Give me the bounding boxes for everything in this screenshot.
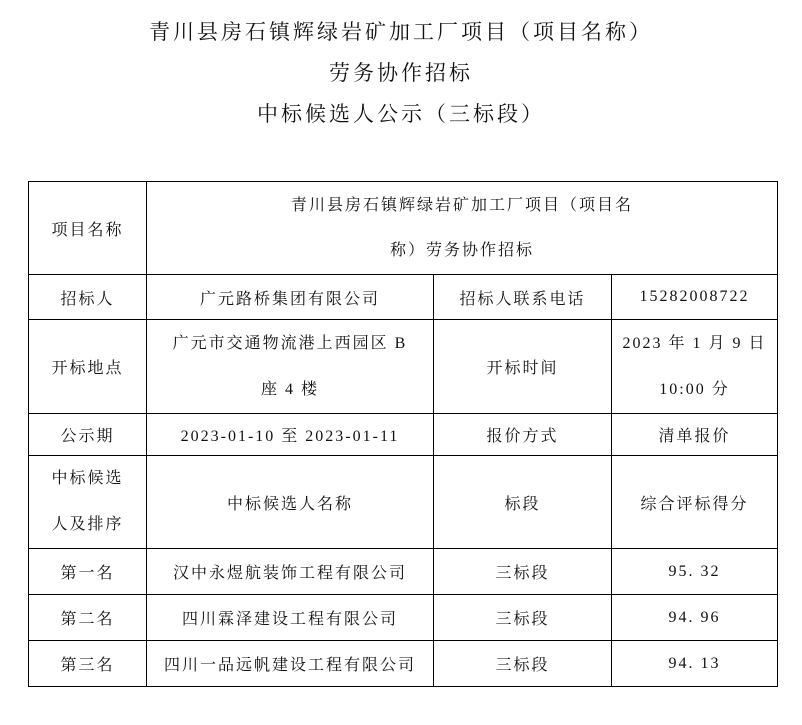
project-name-value-line-2: 称）劳务协作招标	[390, 242, 535, 259]
tenderer-value: 广元路桥集团有限公司	[147, 275, 434, 320]
candidate-1-score: 95. 32	[612, 549, 778, 595]
opening-place-line-1: 广元市交通物流港上西园区 B	[172, 334, 408, 352]
row-candidates-header	[29, 456, 778, 549]
table-row-candidate-3	[29, 641, 778, 687]
opening-place-value	[147, 320, 434, 414]
opening-time-line-1: 2023 年 1 月 9 日	[622, 334, 767, 352]
candidate-1-section: 三标段	[434, 549, 612, 595]
candidates-rank-header-line-1: 中标候选	[51, 470, 124, 487]
candidate-3-section: 三标段	[434, 641, 612, 687]
candidates-section-header: 标段	[434, 456, 612, 549]
tenderer-phone-label: 招标人联系电话	[434, 275, 612, 320]
project-name-value-line-1: 青川县房石镇辉绿岩矿加工厂项目（项目名	[291, 197, 634, 214]
candidates-name-header: 中标候选人名称	[147, 456, 434, 549]
notice-period-value: 2023-01-10 至 2023-01-11	[147, 414, 434, 456]
row-project-name	[29, 182, 778, 275]
candidate-1-name: 汉中永煜航装饰工程有限公司	[147, 549, 434, 595]
title-line-project: 青川县房石镇辉绿岩矿加工厂项目（项目名称）	[149, 20, 653, 44]
candidate-2-rank: 第二名	[29, 595, 147, 641]
candidate-2-name: 四川霖泽建设工程有限公司	[147, 595, 434, 641]
candidates-rank-header-line-2: 人及排序	[51, 516, 124, 533]
bid-announcement-table	[28, 181, 778, 687]
tenderer-label: 招标人	[29, 275, 147, 320]
project-name-value	[147, 182, 778, 275]
table-row-candidate-1	[29, 549, 778, 595]
candidates-score-header: 综合评标得分	[612, 456, 778, 549]
candidate-3-score: 94. 13	[612, 641, 778, 687]
notice-period-label: 公示期	[29, 414, 147, 456]
opening-time-line-2: 10:00 分	[659, 380, 730, 398]
candidates-rank-header	[29, 456, 147, 549]
candidate-1-rank: 第一名	[29, 549, 147, 595]
pricing-method-value: 清单报价	[612, 414, 778, 456]
project-name-label: 项目名称	[29, 182, 147, 275]
title-line-tender-type: 劳务协作招标	[329, 61, 473, 85]
opening-time-label: 开标时间	[434, 320, 612, 414]
title-line-publicity: 中标候选人公示（三标段）	[257, 102, 545, 126]
row-bid-opening	[29, 320, 778, 414]
opening-time-value	[612, 320, 778, 414]
row-notice-period	[29, 414, 778, 456]
row-tenderer	[29, 275, 778, 320]
candidate-2-section: 三标段	[434, 595, 612, 641]
candidate-2-score: 94. 96	[612, 595, 778, 641]
opening-place-label: 开标地点	[29, 320, 147, 414]
candidate-3-name: 四川一品远帆建设工程有限公司	[147, 641, 434, 687]
document-title-block	[0, 0, 802, 135]
opening-place-line-2: 座 4 楼	[260, 380, 319, 398]
pricing-method-label: 报价方式	[434, 414, 612, 456]
table-row-candidate-2	[29, 595, 778, 641]
candidate-3-rank: 第三名	[29, 641, 147, 687]
tenderer-phone-value: 15282008722	[612, 275, 778, 320]
